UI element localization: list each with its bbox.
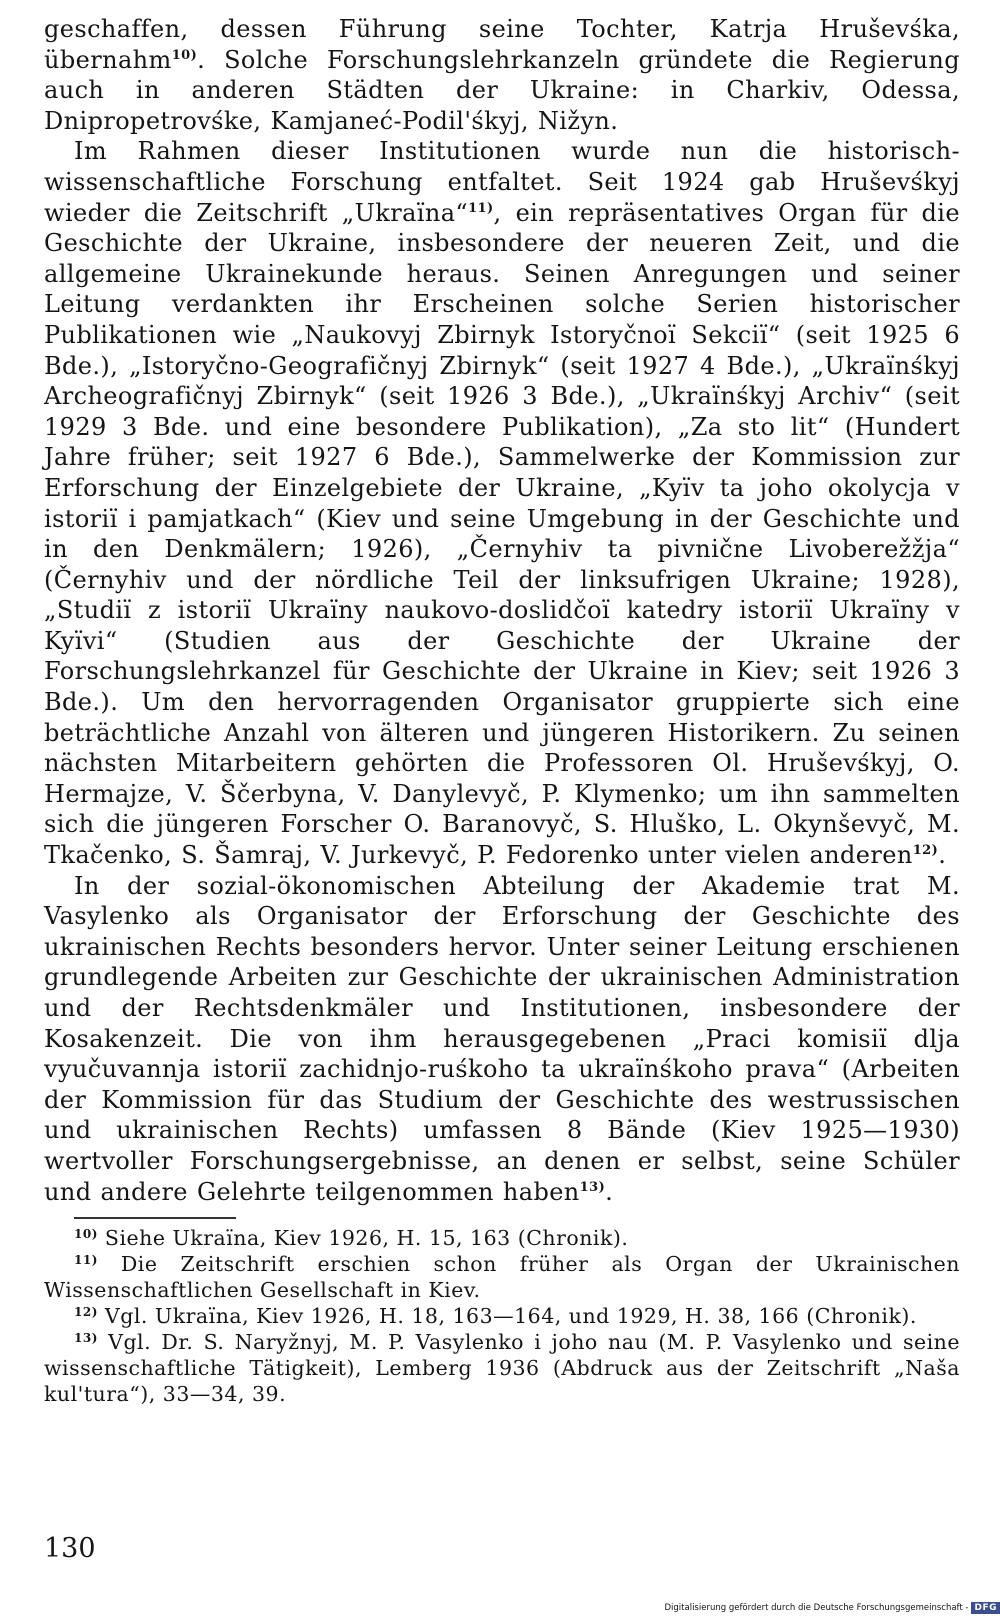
footnote-ref-11[interactable]: 11) <box>468 200 494 216</box>
footnotes <box>44 1217 960 1407</box>
paragraph-3 <box>44 871 960 1208</box>
footnote-12 <box>44 1303 960 1329</box>
dfg-logo-icon: DFG <box>971 1602 1000 1614</box>
footnote-13 <box>44 1329 960 1407</box>
paragraph-1-text-cont: . Solche Forschungslehrkanzeln gründete die Regierung auch in anderen Städten der Ukraine: in Charkiv, Odessa, Dnipropetrovśke, Kamjaneć-Podil'śkyj, Nižyn. <box>44 45 960 135</box>
footnote-text: Vgl. Dr. S. Naryžnyj, M. P. Vasylenko i joho nau (M. P. Vasylenko und seine wissenschaftliche Tätigkeit), Lemberg 1936 (Abdruck aus der Zeitschrift „Naša kul'tura“), 33—34, 39. <box>44 1330 960 1407</box>
paragraph-2-text-cont: , ein repräsentatives Organ für die Geschichte der Ukraine, insbesondere der neueren Zeit, und die allgemeine Ukrainekunde heraus. Seinen Anregungen und seiner Leitung verdankten ihr Erscheinen solche Serien historischer Publikationen wie „Naukovyj Zbirnyk Istoryčnoï Sekciï“ (seit 1925 6 Bde.), „Istoryčno-Geografičnyj Zbirnyk“ (seit 1927 4 Bde.), „Ukraïnśkyj Archeografičnyj Zbirnyk“ (seit 1926 3 Bde.), „Ukraïnśkyj Archiv“ (seit 1929 3 Bde. und eine besondere Publikation), „Za sto lit“ (Hundert Jahre früher; seit 1927 6 Bde.), Sammelwerke der Kommission zur Erforschung der Einzelgebiete der Ukraine, „Kyïv ta joho okolycja v istoriï i pamjatkach“ (Kiev und seine Umgebung in der Geschichte und in den Denkmälern; 1926), „Černyhiv ta pivnične Livoberežžja“ (Černyhiv und der nördliche Teil der linksufrigen Ukraine; 1928), „Studiï z istoriï Ukraïny naukovo-doslidčoï katedry istoriï Ukraïny v Kyïvi“ (Studien aus der Geschichte der Ukraine der Forschungslehrkanzel für Geschichte der Ukraine in Kiev; seit 1926 3 Bde.). Um den hervorragenden Organisator gruppierte sich eine beträchtliche Anzahl von älteren und jüngeren Historikern. Zu seinen nächsten Mitarbeitern gehörten die Professoren Ol. Hruševśkyj, O. Hermajze, V. Ščerbyna, V. Danylevyč, P. Klymenko; um ihn sammelten sich die jüngeren Forscher O. Baranovyč, S. Hluško, L. Okynševyč, M. Tkačenko, S. Šamraj, V. Jurkevyč, P. Fedorenko unter vielen anderen <box>44 198 960 870</box>
footnote-mark: 13) <box>74 1331 98 1346</box>
footnote-mark: 10) <box>74 1227 98 1242</box>
footnote-ref-13[interactable]: 13) <box>579 1179 606 1195</box>
footnote-ref-10[interactable]: 10) <box>171 47 198 63</box>
footnote-10 <box>44 1225 960 1251</box>
digitization-footer <box>665 1601 1000 1615</box>
paragraph-2-text-end: . <box>938 841 947 870</box>
footnote-ref-12[interactable]: 12) <box>912 843 939 859</box>
paragraph-2-text: Im Rahmen dieser Institutionen wurde nun die historisch-wissenschaftliche Forschung entfaltet. Seit 1924 gab Hruševśkyj wieder die Zeitschrift „Ukraïna“ <box>44 137 960 227</box>
paragraph-1 <box>44 14 960 136</box>
paragraph-1-text: geschaffen, dessen Führung seine Tochter, Katrja Hruševśka, übernahm <box>44 15 960 74</box>
footnote-mark: 11) <box>74 1253 98 1268</box>
footnote-11 <box>44 1251 960 1303</box>
page-number: 130 <box>44 1533 96 1564</box>
page-body <box>44 14 960 1407</box>
footnote-text: Die Zeitschrift erschien schon früher als Organ der Ukrainischen Wissenschaftlichen Gesellschaft in Kiev. <box>44 1252 960 1303</box>
footnote-text: Vgl. Ukraïna, Kiev 1926, H. 18, 163—164, und 1929, H. 38, 166 (Chronik). <box>97 1304 917 1329</box>
footnote-text: Siehe Ukraïna, Kiev 1926, H. 15, 163 (Chronik). <box>97 1226 629 1251</box>
paragraph-3-text-end: . <box>605 1177 614 1206</box>
digitization-note: Digitalisierung gefördert durch die Deutsche Forschungsgemeinschaft - <box>664 1603 969 1613</box>
footnote-mark: 12) <box>74 1305 98 1320</box>
paragraph-2 <box>44 136 960 870</box>
footnote-divider <box>74 1217 236 1219</box>
paragraph-3-text: In der sozial-ökonomischen Abteilung der Akademie trat M. Vasylenko als Organisator der Erforschung der Geschichte des ukrainischen Rechts besonders hervor. Unter seiner Leitung erschienen grundlegende Arbeiten zur Geschichte der ukrainischen Administration und der Rechtsdenkmäler und Institutionen, insbesondere der Kosakenzeit. Die von ihm herausgegebenen „Praci komisiï dlja vyučuvannja istoriï zachidnjo-ruśkoho ta ukraïnśkoho prava“ (Arbeiten der Kommission für das Studium der Geschichte des westrussischen und ukrainischen Rechts) umfassen 8 Bände (Kiev 1925—1930) wertvoller Forschungsergebnisse, an denen er selbst, seine Schüler und andere Gelehrte teilgenommen haben <box>44 871 960 1206</box>
